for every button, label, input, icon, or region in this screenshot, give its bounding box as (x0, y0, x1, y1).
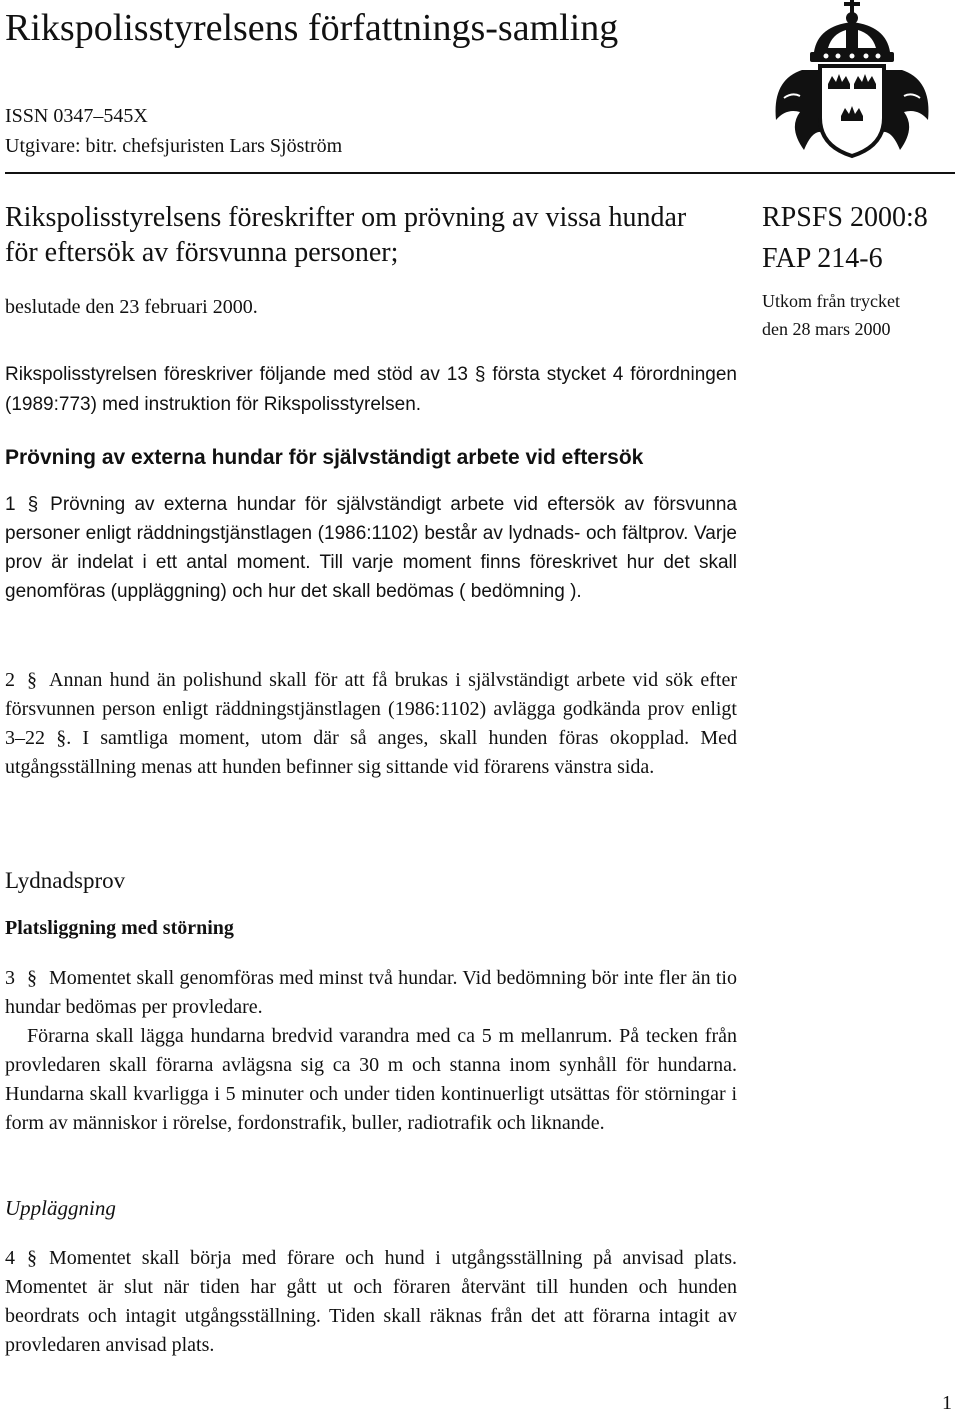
page-number: 1 (942, 1392, 952, 1414)
paragraph-text: Momentet skall genomföras med minst två hundar. Vid bedömning bör inte fler än tio hundar bedömas per provledare. (5, 967, 737, 1018)
fap-code: FAP 214-6 (762, 243, 883, 274)
paragraph-1 (5, 490, 737, 606)
section-symbol: § (27, 669, 37, 691)
header-divider (5, 172, 955, 174)
paragraph-text: Momentet skall börja med förare och hund i utgångsställning på anvisad plats. Momentet är slut när tiden har gått ut och föraren återvänt till hunden och hunden beordrats och intagit utgångsställning. Tiden skall räknas från det att förarna intagit av provledaren anvisad plats. (5, 1247, 737, 1356)
heading-platsliggning: Platsliggning med störning (5, 917, 234, 939)
paragraph-number: 2 (5, 669, 15, 691)
print-date-line-2: den 28 mars 2000 (762, 319, 891, 339)
coat-of-arms-crest (766, 0, 938, 160)
issn-label: ISSN 0347–545X (5, 105, 148, 127)
intro-paragraph: Rikspolisstyrelsen föreskriver följande med stöd av 13 § första stycket 4 förordningen (1989:773) med instruktion för Rikspolisstyrelsen. (5, 364, 737, 415)
paragraph-text: Annan hund än polishund skall för att få brukas i självständigt arbete vid sök efter försvunnen person enligt räddningstjänstlagen (1986:1102) avlägga godkända prov enligt 3–22 §. I samtliga moment, utom där så anges, skall hunden föras okopplad. Med utgångsställning menas att hunden befinner sig sittande vid förarens vänstra sida. (5, 669, 737, 778)
paragraph-text: Prövning av externa hundar för självständigt arbete vid eftersök av försvunna personer enligt räddningstjänstlagen (1986:1102) består av lydnads- och fältprov. Varje prov är indelat i ett antal moment. Till varje moment finns föreskrivet hur det skall genomföras (uppläggning) och hur det skall bedömas ( bedömning ). (5, 494, 737, 602)
section-heading: Prövning av externa hundar för självständigt arbete vid eftersök (5, 446, 644, 469)
publication-title: Rikspolisstyrelsens författnings-samling (5, 7, 619, 49)
paragraph-3 (5, 964, 737, 1022)
rpsfs-code: RPSFS 2000:8 (762, 202, 928, 233)
heading-upplaggning: Uppläggning (5, 1196, 116, 1220)
section-symbol: § (27, 494, 39, 515)
regulation-title: Rikspolisstyrelsens föreskrifter om prövning av vissa hundar för eftersök av försvunna personer; (5, 202, 687, 268)
paragraph-2 (5, 666, 737, 782)
decision-date: beslutade den 23 februari 2000. (5, 296, 258, 318)
heading-lydnadsprov: Lydnadsprov (5, 868, 126, 893)
print-date-line-1: Utkom från trycket (762, 291, 900, 311)
paragraph-number: 1 (5, 494, 16, 515)
publisher-label: Utgivare: bitr. chefsjuristen Lars Sjöström (5, 135, 343, 157)
section-symbol: § (27, 1247, 37, 1269)
paragraph-3b: Förarna skall lägga hundarna bredvid varandra med ca 5 m mellanrum. På tecken från provledaren skall förarna avlägsna sig ca 30 m och stanna inom synhåll för hundarna. Hundarna skall kvarligga i 5 minuter och under tiden kontinuerligt utsättas för störningar i form av människor i rörelse, fordonstrafik, buller, radiotrafik och liknande. (5, 1025, 737, 1134)
paragraph-number: 3 (5, 967, 15, 989)
paragraph-number: 4 (5, 1247, 15, 1269)
paragraph-4 (5, 1244, 737, 1360)
section-symbol: § (27, 967, 37, 989)
